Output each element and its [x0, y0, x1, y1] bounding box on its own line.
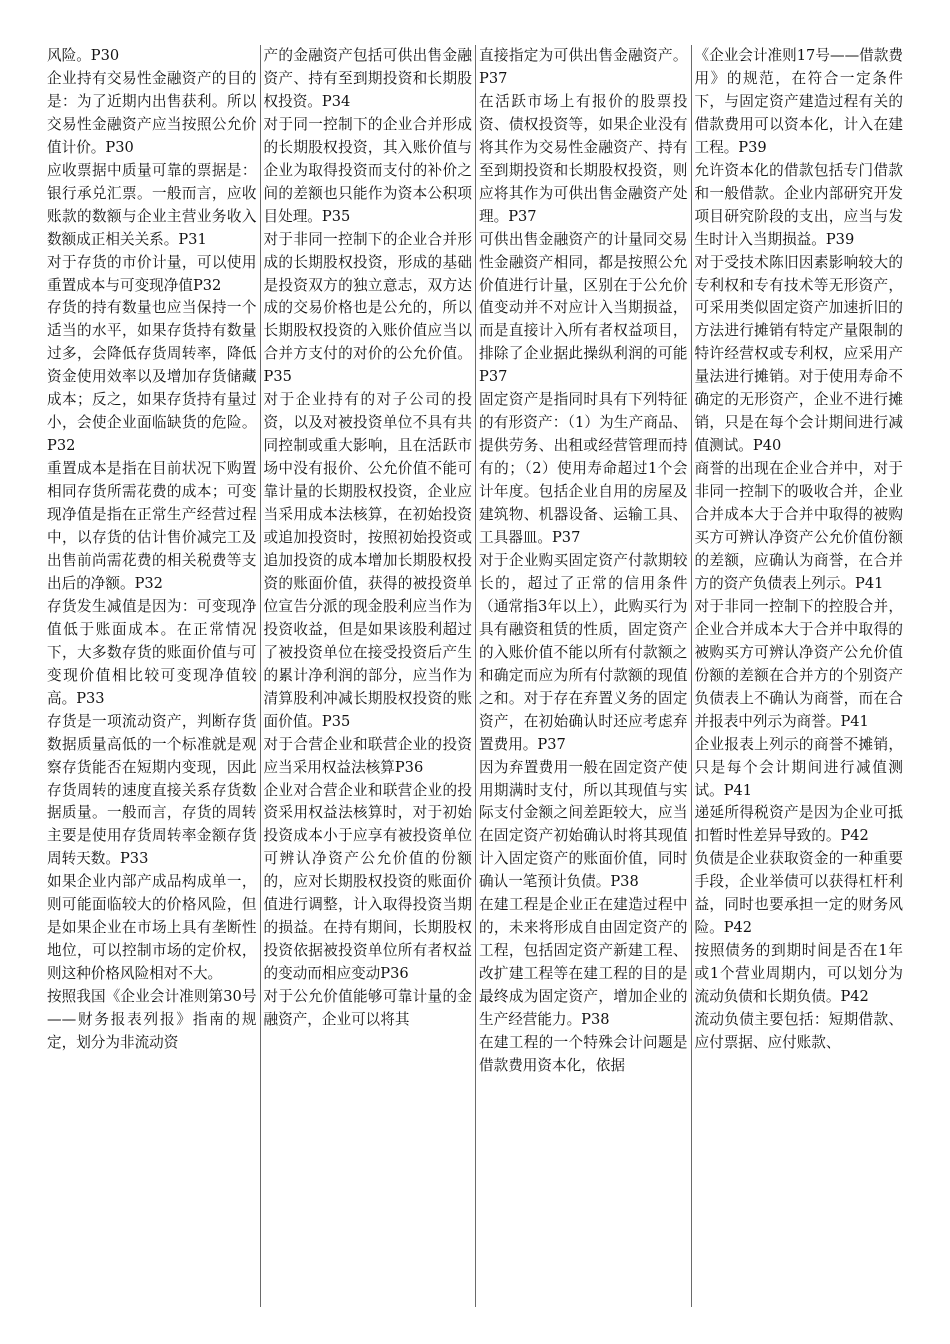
paragraph: 固定资产是指同时具有下列特征的有形资产：（1）为生产商品、提供劳务、出租或经营管理而持有的；（2）使用寿命超过1个会计年度。包括企业自用的房屋及建筑物、机器设备、运输工具、工具器皿。P37	[479, 391, 688, 547]
paragraph: 《企业会计准则17号——借款费用》的规范，在符合一定条件下，与固定资产建造过程有关的借款费用可以资本化，计入在建工程。P39	[694, 47, 903, 156]
paragraph: 可供出售金融资产的计量同交易性金融资产相同，都是按照公允价值进行计量，区别在于公允价值变动并不对应计入当期损益，而是直接计入所有者权益项目，排除了企业据此操纵利润的可能P37	[479, 230, 688, 386]
document-page	[44, 45, 906, 1307]
paragraph: 按照我国《企业会计准则第30号——财务报表列报》指南的规定，划分为非流动资	[47, 988, 257, 1051]
paragraph: 存货的持有数量也应当保持一个适当的水平，如果存货持有数量过多，会降低存货周转率，降低资金使用效率以及增加存货储藏成本；反之，如果存货持有量过小，会使企业面临缺货的危险。P32	[47, 299, 257, 455]
paragraph: 对于企业购买固定资产付款期较长的，超过了正常的信用条件（通常指3年以上），此购买行为具有融资租赁的性质，固定资产的入账价值不能以所有付款额之和确定而应为所有付款额的现值之和。对于存在弃置义务的固定资产，在初始确认时还应考虑弃置费用。P37	[479, 551, 688, 753]
paragraph: 允许资本化的借款包括专门借款和一般借款。企业内部研究开发项目研究阶段的支出，应当与发生时计入当期损益。P39	[694, 161, 903, 248]
text-column-4	[691, 45, 907, 1307]
paragraph: 存货是一项流动资产，判断存货数据质量高低的一个标准就是观察存货能否在短期内变现，因此存货周转的速度直接关系存货数据质量。一般而言，存货的周转主要是使用存货周转率金额存货周转天数。P33	[47, 712, 257, 868]
paragraph: 产的金融资产包括可供出售金融资产、持有至到期投资和长期股权投资。P34	[263, 47, 472, 110]
paragraph: 在建工程的一个特殊会计问题是借款费用资本化，依据	[479, 1033, 688, 1074]
paragraph: 对于存货的市价计量，可以使用重置成本与可变现净值P32	[47, 253, 257, 294]
paragraph: 在建工程是企业正在建造过程中的，未来将形成自由固定资产的工程，包括固定资产新建工程、改扩建工程等在建工程的目的是最终成为固定资产，增加企业的生产经营能力。P38	[479, 896, 688, 1029]
paragraph: 重置成本是指在目前状况下购置相同存货所需花费的成本；可变现净值是指在正常生产经营过程中，以存货的估计售价减完工及出售前尚需花费的相关税费等支出后的净额。P32	[47, 460, 257, 592]
paragraph: 企业对合营企业和联营企业的投资采用权益法核算时，对于初始投资成本小于应享有被投资单位可辨认净资产公允价值的份额的，应对长期股权投资的账面价值进行调整，计入取得投资当期的损益。在持有期间，长期股权投资依据被投资单位所有者权益的变动而相应变动P36	[263, 781, 472, 983]
text-column-1	[44, 45, 260, 1307]
paragraph: 存货发生减值是因为：可变现净值低于账面成本。在正常情况下，大多数存货的账面价值与可变现价值相比较可变现净值较高。P33	[47, 597, 257, 707]
paragraph: 流动负债主要包括：短期借款、应付票据、应付账款、	[694, 1011, 903, 1051]
paragraph: 负债是企业获取资金的一种重要手段，企业举债可以获得杠杆利益，同时也要承担一定的财务风险。P42	[694, 850, 903, 937]
paragraph: 对于非同一控制下的控股合并，企业合并成本大于合并中取得的被购买方可辨认净资产公允价值份额的差额在合并方的个别资产负债表上不确认为商誉，而在合并报表中列示为商誉。P41	[694, 597, 903, 730]
paragraph: 风险。P30	[47, 47, 120, 64]
paragraph: 在活跃市场上有报价的股票投资、债权投资等，如果企业没有将其作为交易性金融资产、持有至到期投资和长期股权投资，则应将其作为可供出售金融资产处理。P37	[479, 92, 688, 225]
paragraph: 因为弃置费用一般在固定资产使用期满时支付，所以其现值与实际支付金额之间差距较大，应当在固定资产初始确认时将其现值计入固定资产的账面价值，同时确认一笔预计负债。P38	[479, 758, 688, 891]
paragraph: 对于同一控制下的企业合并形成的长期股权投资，其入账价值与企业为取得投资而支付的补价之间的差额也只能作为资本公积项目处理。P35	[263, 115, 472, 225]
paragraph: 按照债务的到期时间是否在1年或1个营业周期内，可以划分为流动负债和长期负债。P42	[694, 942, 903, 1006]
paragraph: 对于受技术陈旧因素影响较大的专利权和专有技术等无形资产，可采用类似固定资产加速折旧的方法进行摊销有特定产量限制的特许经营权或专利权，应采用产量法进行摊销。对于使用寿命不确定的无形资产，企业不进行摊销，只是在每个会计期间进行减值测试。P40	[694, 253, 903, 455]
paragraph: 如果企业内部产成品构成单一，则可能面临较大的价格风险，但是如果企业在市场上具有垄断性地位，可以控制市场的定价权，则这种价格风险相对不大。	[47, 873, 257, 983]
paragraph: 直接指定为可供出售金融资产。P37	[479, 47, 688, 87]
paragraph: 商誉的出现在企业合并中，对于非同一控制下的吸收合并，企业合并成本大于合并中取得的被购买方可辨认净资产公允价值份额的差额，应确认为商誉，在合并方的资产负债表上列示。P41	[694, 460, 903, 592]
text-column-2	[260, 45, 476, 1307]
paragraph: 对于公允价值能够可靠计量的金融资产，企业可以将其	[263, 988, 472, 1029]
paragraph: 对于合营企业和联营企业的投资应当采用权益法核算P36	[263, 735, 472, 776]
paragraph: 企业持有交易性金融资产的目的是：为了近期内出售获利。所以交易性金融资产应当按照公允价值计价。P30	[47, 69, 257, 156]
paragraph: 对于非同一控制下的企业合并形成的长期股权投资，形成的基础是投资双方的独立意志，双方达成的交易价格也是公允的，所以长期股权投资的入账价值应当以合并方支付的对价的公允价值。P35	[263, 230, 472, 386]
paragraph: 应收票据中质量可靠的票据是：银行承兑汇票。一般而言，应收账款的数额与企业主营业务收入数额成正相关关系。P31	[47, 161, 257, 248]
text-column-3	[475, 45, 691, 1307]
paragraph: 对于企业持有的对子公司的投资，以及对被投资单位不具有共同控制或重大影响，且在活跃市场中没有报价、公允价值不能可靠计量的长期股权投资，企业应当采用成本法核算，在初始投资或追加投资时，按照初始投资或追加投资的成本增加长期股权投资的账面价值，获得的被投资单位宣告分派的现金股利应当作为投资收益，但是如果该股利超过了被投资单位在接受投资后产生的累计净利润的部分，应当作为清算股利冲减长期股权投资的账面价值。P35	[263, 391, 472, 730]
paragraph: 企业报表上列示的商誉不摊销，只是每个会计期间进行减值测试。P41	[694, 735, 903, 799]
paragraph: 递延所得税资产是因为企业可抵扣暂时性差异导致的。P42	[694, 804, 903, 845]
